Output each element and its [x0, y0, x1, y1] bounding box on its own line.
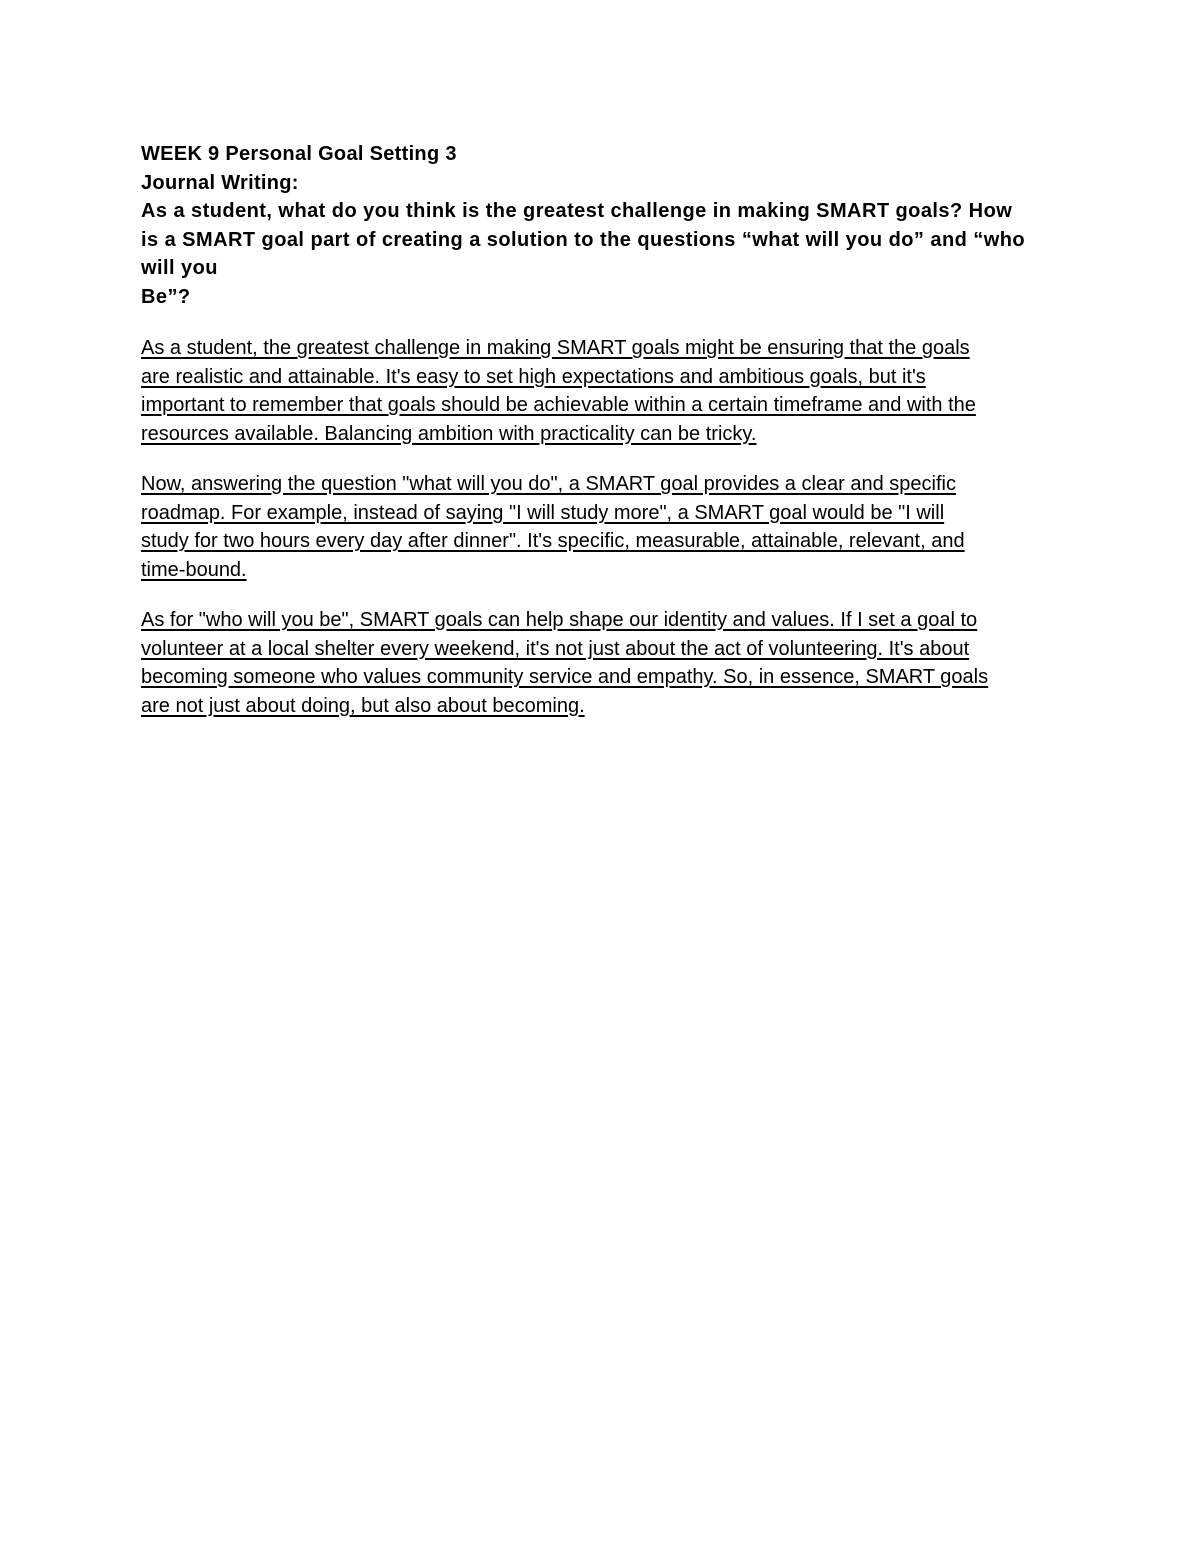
- document-content: [141, 140, 1066, 720]
- answer-line: As for "who will you be", SMART goals can help shape our identity and values. If I set a goal to: [141, 609, 978, 631]
- answer-line: As a student, the greatest challenge in making SMART goals might be ensuring that the goals: [141, 337, 970, 359]
- answer-line: roadmap. For example, instead of saying "I will study more", a SMART goal would be "I will: [141, 501, 945, 524]
- answer-paragraph-1: [141, 334, 1066, 448]
- answer-line: becoming someone who values community service and empathy. So, in essence, SMART goals: [141, 666, 989, 688]
- answer-line: are realistic and attainable. It's easy to set high expectations and ambitious goals, but it's: [141, 365, 926, 388]
- document-subtitle: Journal Writing:: [141, 171, 299, 194]
- answer-line: resources available. Balancing ambition with practicality can be tricky.: [141, 422, 757, 445]
- answer-line: study for two hours every day after dinner". It's specific, measurable, attainable, relevant, and: [141, 530, 965, 552]
- question-line: As a student, what do you think is the greatest challenge in making SMART goals? How: [141, 200, 1013, 222]
- answer-paragraph-2: [141, 470, 1066, 584]
- question-line: Be”?: [141, 285, 191, 308]
- document-title: WEEK 9 Personal Goal Setting 3: [141, 143, 457, 165]
- journal-question: [141, 197, 1066, 311]
- answer-line: are not just about doing, but also about becoming.: [141, 694, 585, 717]
- question-line: is a SMART goal part of creating a solution to the questions “what will you do” and “who: [141, 228, 1026, 251]
- answer-line: volunteer at a local shelter every weekend, it's not just about the act of volunteering. It's about: [141, 637, 970, 660]
- answer-paragraph-3: [141, 606, 1066, 720]
- answer-line: Now, answering the question "what will you do", a SMART goal provides a clear and specific: [141, 473, 956, 495]
- question-line: will you: [141, 257, 218, 279]
- answer-line: time-bound.: [141, 558, 247, 581]
- answer-line: important to remember that goals should be achievable within a certain timeframe and with the: [141, 394, 976, 416]
